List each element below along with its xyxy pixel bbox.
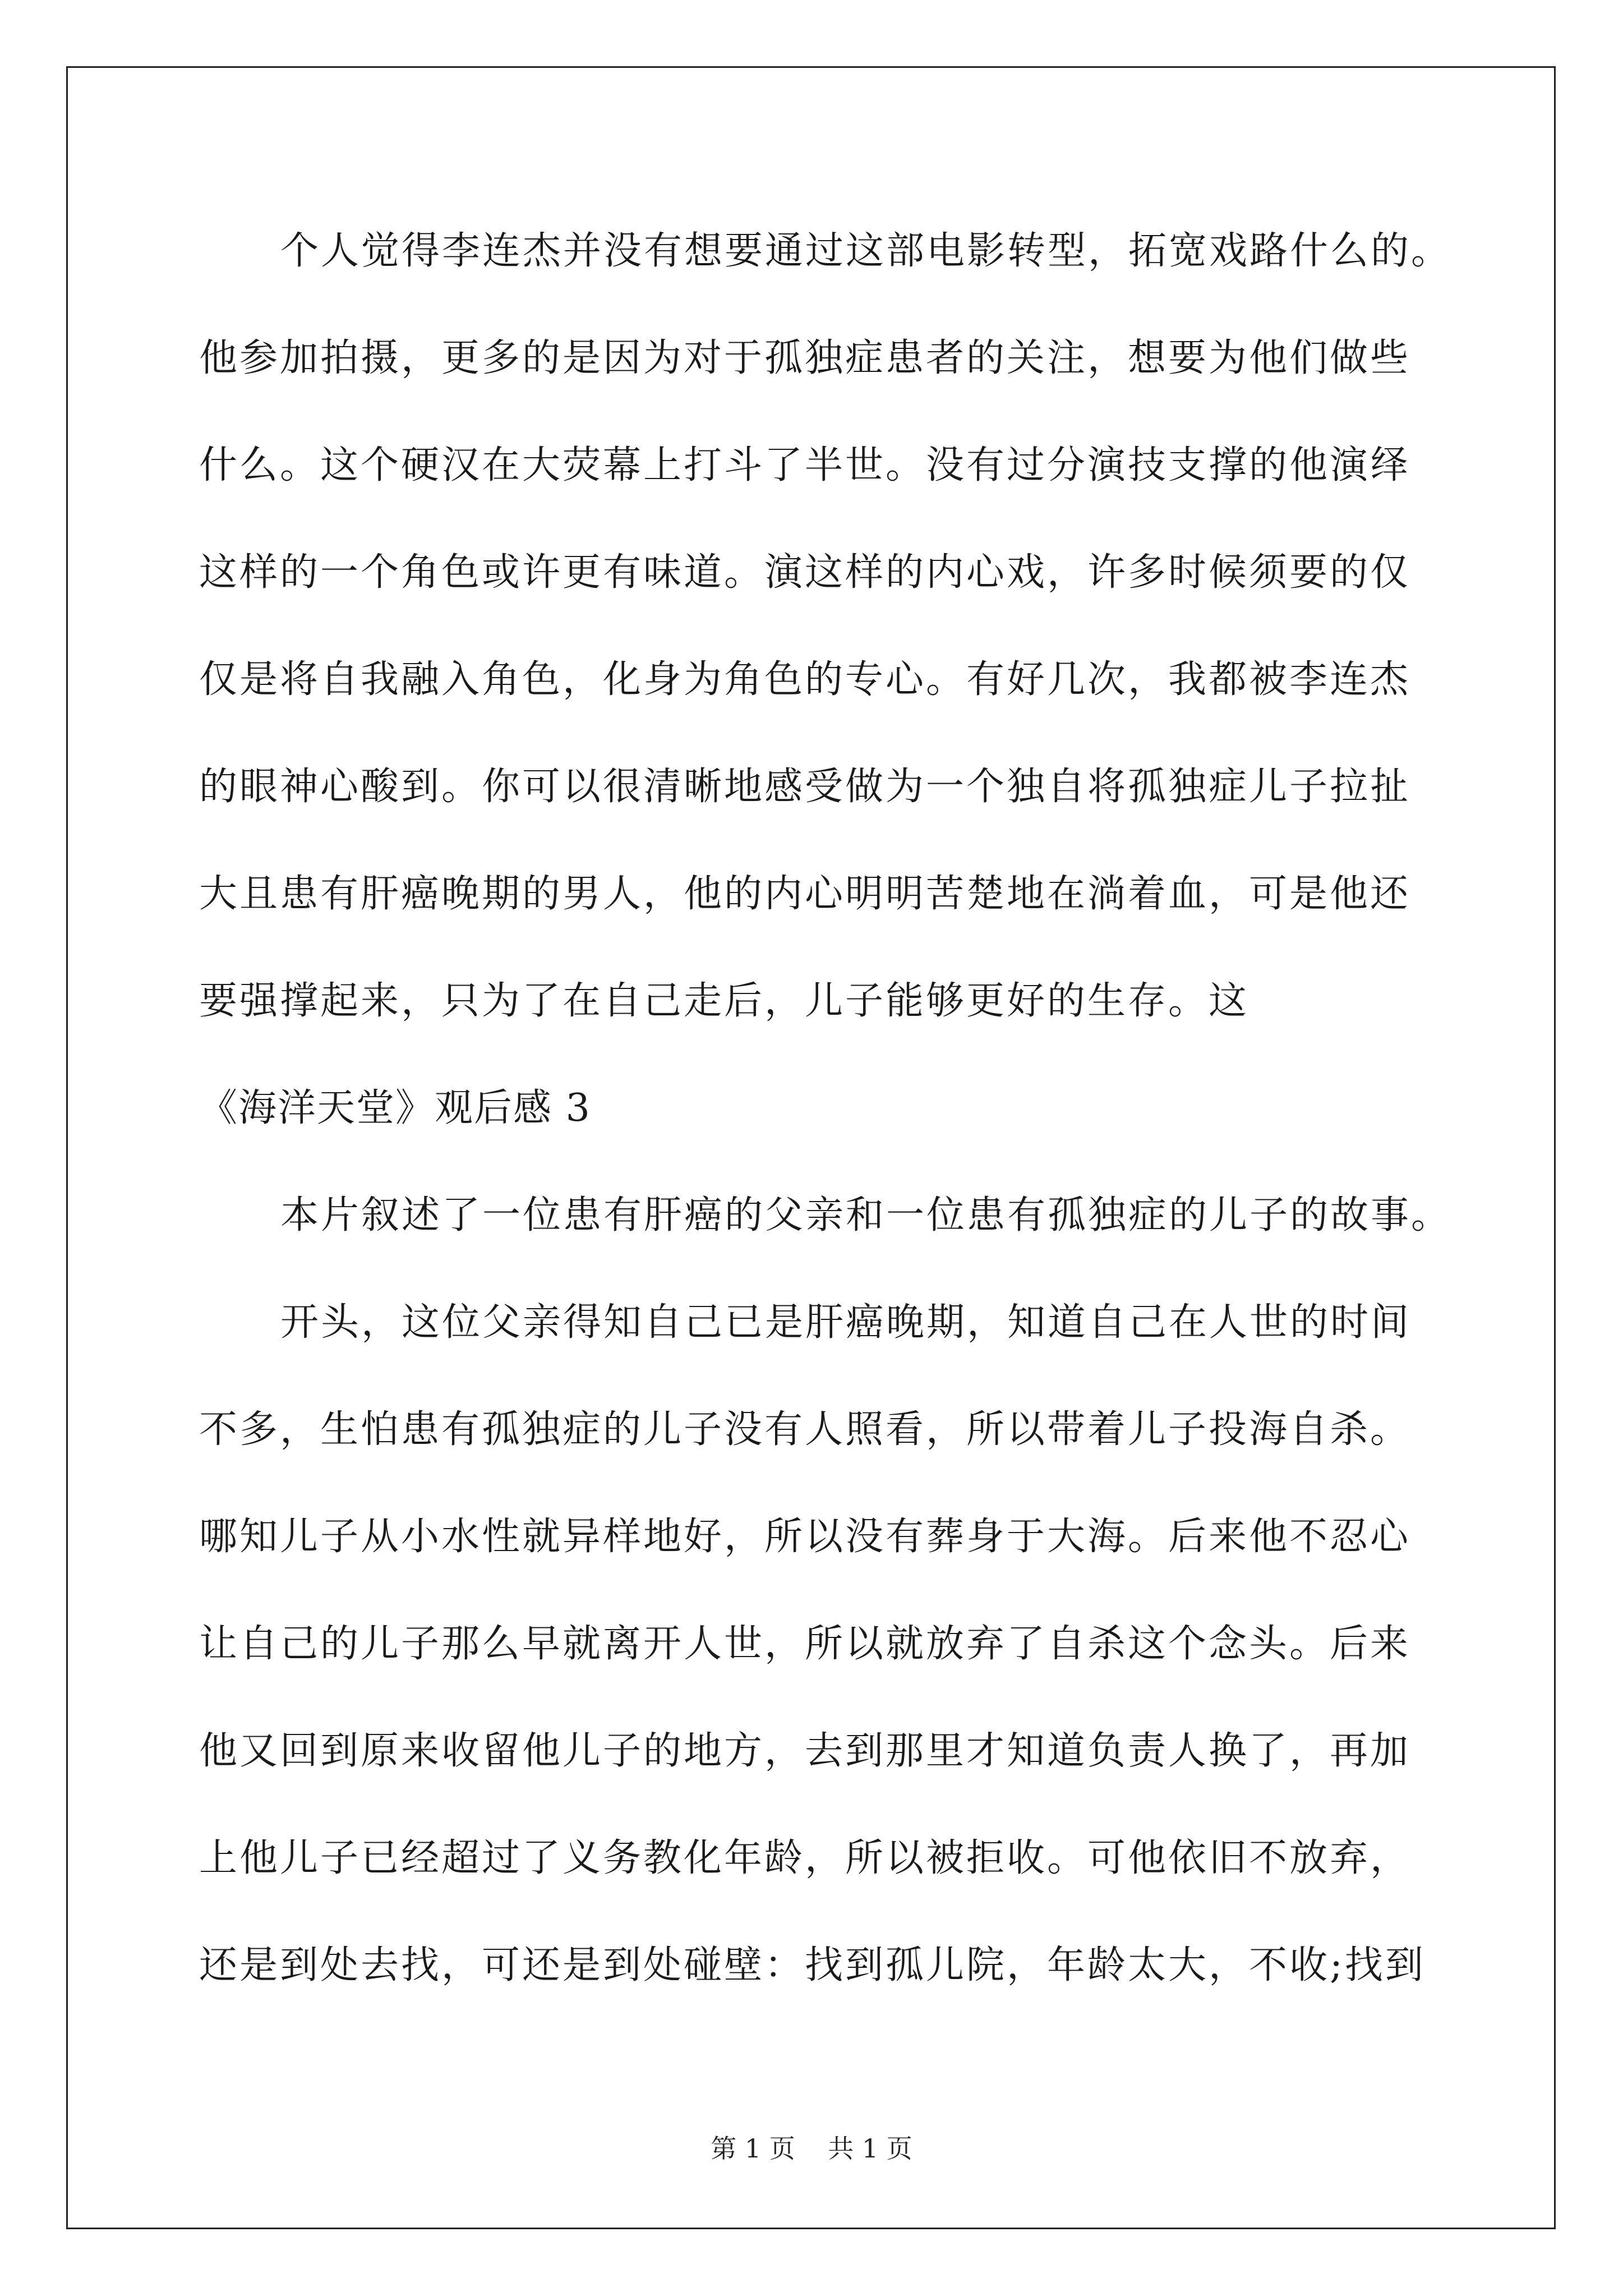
paragraph-3-line-5: 他又回到原来收留他儿子的地方，去到那里才知道负责人换了，再加 — [199, 1729, 1411, 1773]
paragraph-1-line-8: 要强撑起来，只为了在自己走后，儿子能够更好的生存。这 — [199, 979, 1249, 1023]
paragraph-1-line-5: 仅是将自我融入角色，化身为角色的专心。有好几次，我都被李连杰 — [199, 657, 1411, 702]
paragraph-3-line-7: 还是到处去找，可还是到处碰壁：找到孤儿院，年龄太大，不收;找到 — [199, 1943, 1426, 1987]
paragraph-1-line-3: 什么。这个硬汉在大荧幕上打斗了半世。没有过分演技支撑的他演绎 — [199, 443, 1411, 487]
paragraph-3-line-6: 上他儿子已经超过了义务教化年龄，所以被拒收。可他依旧不放弃， — [199, 1836, 1411, 1880]
paragraph-3-line-3: 哪知儿子从小水性就异样地好，所以没有葬身于大海。后来他不忍心 — [199, 1515, 1411, 1559]
paragraph-1-line-1: 个人觉得李连杰并没有想要通过这部电影转型，拓宽戏路什么的。 — [280, 229, 1452, 273]
paragraph-2-line-1: 本片叙述了一位患有肝癌的父亲和一位患有孤独症的儿子的故事。 — [280, 1193, 1452, 1237]
paragraph-1-line-6: 的眼神心酸到。你可以很清晰地感受做为一个独自将孤独症儿子拉扯 — [199, 765, 1411, 809]
page-border — [66, 66, 1556, 2229]
paragraph-1-line-2: 他参加拍摄，更多的是因为对于孤独症患者的关注，想要为他们做些 — [199, 336, 1411, 380]
footer-spacer — [795, 2133, 828, 2164]
paragraph-1-line-4: 这样的一个角色或许更有味道。演这样的内心戏，许多时候须要的仅 — [199, 550, 1411, 595]
page-number-current: 第 1 页 — [711, 2133, 795, 2164]
paragraph-3-line-1: 开头，这位父亲得知自己已是肝癌晚期，知道自己在人世的时间 — [280, 1300, 1412, 1345]
page-footer — [0, 2132, 1623, 2165]
section-heading: 《海洋天堂》观后感 3 — [199, 1086, 591, 1130]
paragraph-3-line-4: 让自己的儿子那么早就离开人世，所以就放弃了自杀这个念头。后来 — [199, 1622, 1411, 1666]
paragraph-3-line-2: 不多，生怕患有孤独症的儿子没有人照看，所以带着儿子投海自杀。 — [199, 1407, 1411, 1452]
paragraph-1-line-7: 大且患有肝癌晚期的男人，他的内心明明苦楚地在淌着血，可是他还 — [199, 872, 1411, 916]
page-number-total: 共 1 页 — [828, 2133, 912, 2164]
